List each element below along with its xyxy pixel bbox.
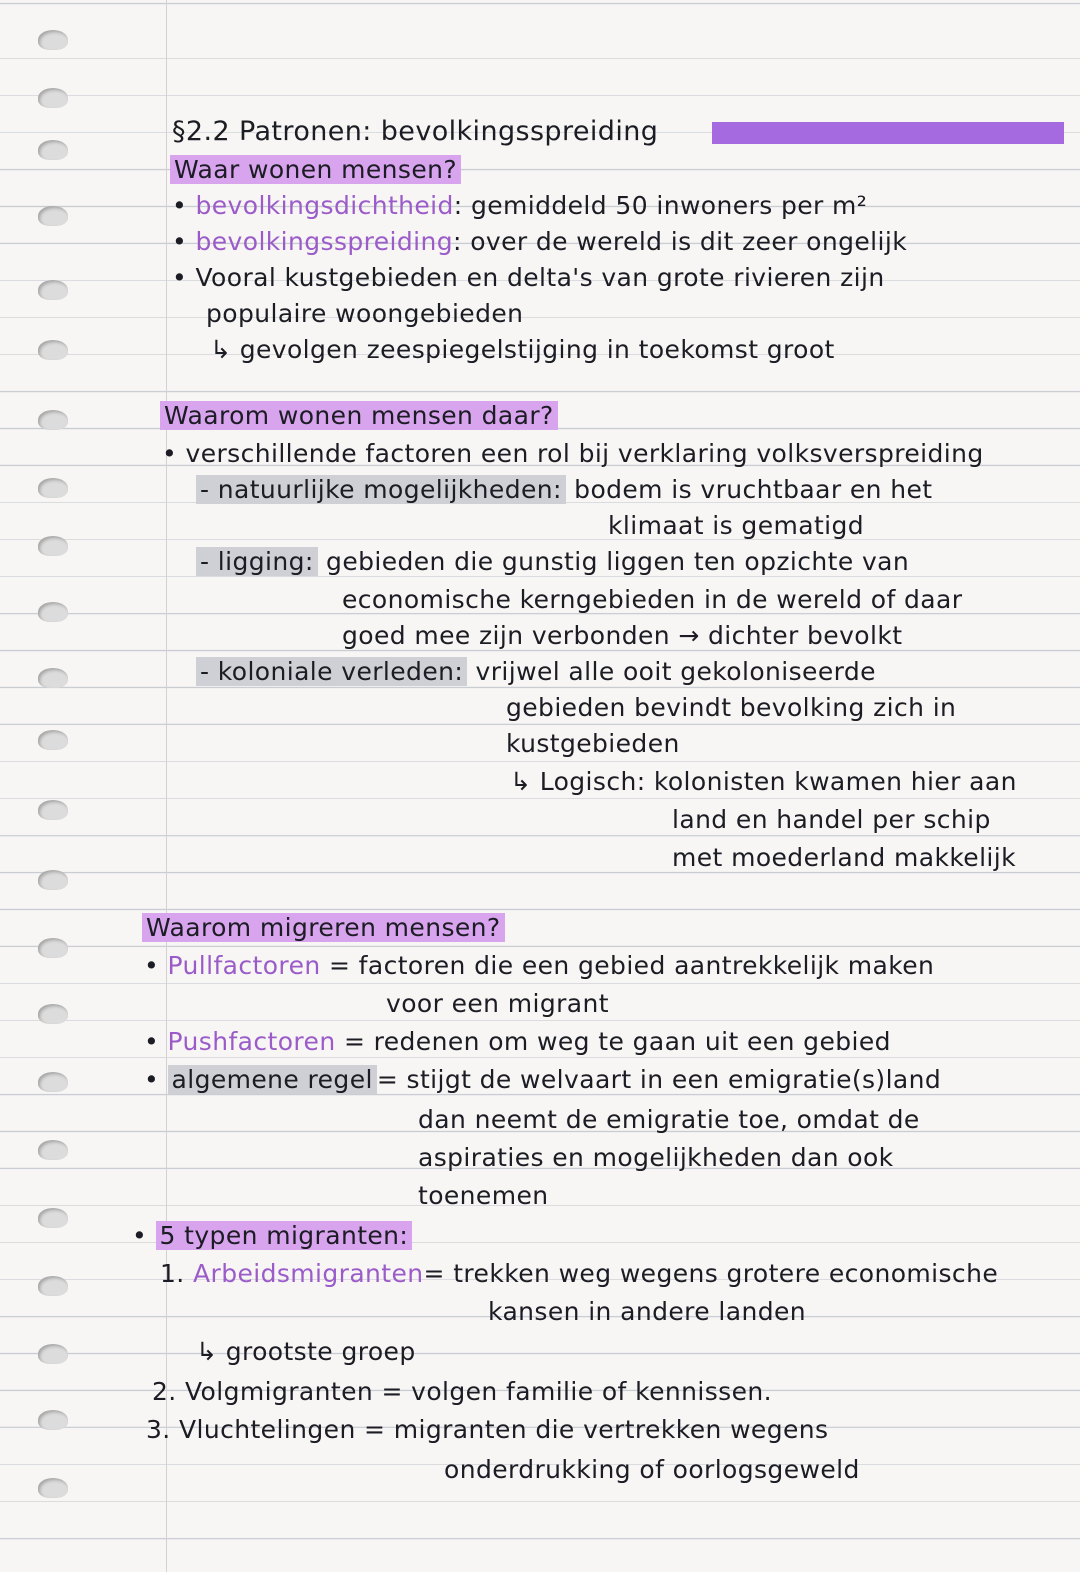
factor-text: gebieden die gunstig liggen ten opzichte van bbox=[326, 547, 910, 576]
margin-line bbox=[166, 0, 167, 1572]
factor-label: - koloniale verleden: bbox=[196, 657, 467, 686]
arrow-note: ↳ gevolgen zeespiegelstijging in toekomst groot bbox=[210, 335, 835, 364]
binder-hole bbox=[38, 938, 68, 958]
factor-ligging bbox=[196, 546, 909, 578]
type-text: = trekken weg wegens grotere economische bbox=[423, 1259, 999, 1288]
factor-koloniaal bbox=[196, 656, 876, 688]
term-pullfactoren: Pullfactoren bbox=[167, 951, 321, 980]
factor-natuurlijk bbox=[196, 474, 932, 506]
bullet-continuation: populaire woongebieden bbox=[206, 299, 524, 328]
section-title: §2.2 Patronen: bevolkingsspreiding bbox=[172, 116, 659, 147]
bullet-pullfactoren: • Pullfactoren = factoren die een gebied aantrekkelijk maken bbox=[144, 951, 935, 980]
binder-hole bbox=[38, 410, 68, 430]
binder-hole bbox=[38, 870, 68, 890]
term-bevolkingsspreiding: bevolkingsspreiding bbox=[195, 227, 454, 256]
type-1 bbox=[160, 1258, 998, 1290]
factor-text-cont: klimaat is gematigd bbox=[608, 511, 865, 540]
heading-text: Waarom migreren mensen? bbox=[142, 913, 505, 942]
type-text-cont: kansen in andere landen bbox=[488, 1297, 807, 1326]
binder-hole bbox=[38, 730, 68, 750]
heading-waar-wonen bbox=[170, 154, 461, 186]
bullet-typen: • 5 typen migranten: bbox=[132, 1220, 412, 1252]
binder-hole bbox=[38, 1344, 68, 1364]
binder-hole bbox=[38, 30, 68, 50]
factor-text: vrijwel alle ooit gekoloniseerde bbox=[475, 657, 876, 686]
binder-hole bbox=[38, 800, 68, 820]
intro-text: verschillende factoren een rol bij verklaring volksverspreiding bbox=[185, 439, 984, 468]
heading-text: Waarom wonen mensen daar? bbox=[160, 401, 558, 430]
binder-hole bbox=[38, 140, 68, 160]
bullet-text-cont: toenemen bbox=[418, 1181, 549, 1210]
factor-label: - natuurlijke mogelijkheden: bbox=[196, 475, 566, 504]
binder-hole bbox=[38, 1208, 68, 1228]
factors-intro: • verschillende factoren een rol bij verklaring volksverspreiding bbox=[162, 439, 984, 468]
bullet-text: : over de wereld is dit zeer ongelijk bbox=[453, 227, 908, 256]
factor-label: - ligging: bbox=[196, 547, 318, 576]
binder-hole bbox=[38, 206, 68, 226]
heading-text: Waar wonen mensen? bbox=[170, 155, 461, 184]
type-text-cont: onderdrukking of oorlogsgeweld bbox=[444, 1455, 860, 1484]
bullet-text: Vooral kustgebieden en delta's van grote rivieren zijn bbox=[195, 263, 885, 292]
binder-hole bbox=[38, 1410, 68, 1430]
term-arbeidsmigranten: Arbeidsmigranten bbox=[193, 1259, 424, 1288]
binder-hole bbox=[38, 536, 68, 556]
bullet-text-cont: dan neemt de emigratie toe, omdat de bbox=[418, 1105, 920, 1134]
heading-waarom-wonen bbox=[160, 400, 558, 432]
binder-hole bbox=[38, 1004, 68, 1024]
bullet-text-cont: voor een migrant bbox=[386, 989, 609, 1018]
arrow-note-cont: land en handel per schip bbox=[672, 805, 991, 834]
types-heading: 5 typen migranten: bbox=[156, 1221, 413, 1250]
factor-text: bodem is vruchtbaar en het bbox=[574, 475, 933, 504]
arrow-note: ↳ Logisch: kolonisten kwamen hier aan bbox=[510, 767, 1017, 796]
heading-waarom-migreren bbox=[142, 912, 505, 944]
binder-hole bbox=[38, 88, 68, 108]
bullet-text-cont: aspiraties en mogelijkheden dan ook bbox=[418, 1143, 894, 1172]
bullet-text: = stijgt de welvaart in een emigratie(s)land bbox=[376, 1065, 942, 1094]
bullet-algemene-regel: • algemene regel = stijgt de welvaart in een emigratie(s)land bbox=[144, 1065, 942, 1094]
bullet-pushfactoren: • Pushfactoren = redenen om weg te gaan uit een gebied bbox=[144, 1027, 891, 1056]
bullet-text: = redenen om weg te gaan uit een gebied bbox=[343, 1027, 891, 1056]
bullet-text: : gemiddeld 50 inwoners per m² bbox=[453, 191, 868, 220]
bullet-text: = factoren die een gebied aantrekkelijk maken bbox=[328, 951, 935, 980]
type-number: 1. bbox=[160, 1259, 185, 1288]
factor-text-cont: goed mee zijn verbonden → dichter bevolkt bbox=[342, 621, 903, 650]
binder-hole bbox=[38, 1072, 68, 1092]
type-3: 3. Vluchtelingen = migranten die vertrekken wegens bbox=[146, 1415, 829, 1444]
binder-hole bbox=[38, 602, 68, 622]
bullet-kustgebieden: • Vooral kustgebieden en delta's van grote rivieren zijn bbox=[172, 263, 885, 292]
binder-hole bbox=[38, 1140, 68, 1160]
binder-hole bbox=[38, 1478, 68, 1498]
factor-text-cont: kustgebieden bbox=[506, 729, 680, 758]
factor-text-cont: economische kerngebieden in de wereld of daar bbox=[342, 585, 963, 614]
bullet-bevolkingsdichtheid: • bevolkingsdichtheid: gemiddeld 50 inwoners per m² bbox=[172, 191, 868, 220]
binder-hole bbox=[38, 280, 68, 300]
bullet-bevolkingsspreiding: • bevolkingsspreiding: over de wereld is dit zeer ongelijk bbox=[172, 227, 908, 256]
binder-hole bbox=[38, 340, 68, 360]
term-bevolkingsdichtheid: bevolkingsdichtheid bbox=[195, 191, 454, 220]
binder-hole bbox=[38, 668, 68, 688]
factor-text-cont: gebieden bevindt bevolking zich in bbox=[506, 693, 957, 722]
title-highlight-bar bbox=[712, 122, 1064, 144]
arrow-note-cont: met moederland makkelijk bbox=[672, 843, 1016, 872]
binder-hole bbox=[38, 1276, 68, 1296]
binder-hole bbox=[38, 478, 68, 498]
term-pushfactoren: Pushfactoren bbox=[167, 1027, 336, 1056]
rule-label: algemene regel bbox=[168, 1065, 377, 1094]
arrow-note: ↳ grootste groep bbox=[196, 1337, 416, 1366]
type-2: 2. Volgmigranten = volgen familie of kennissen. bbox=[152, 1377, 772, 1406]
